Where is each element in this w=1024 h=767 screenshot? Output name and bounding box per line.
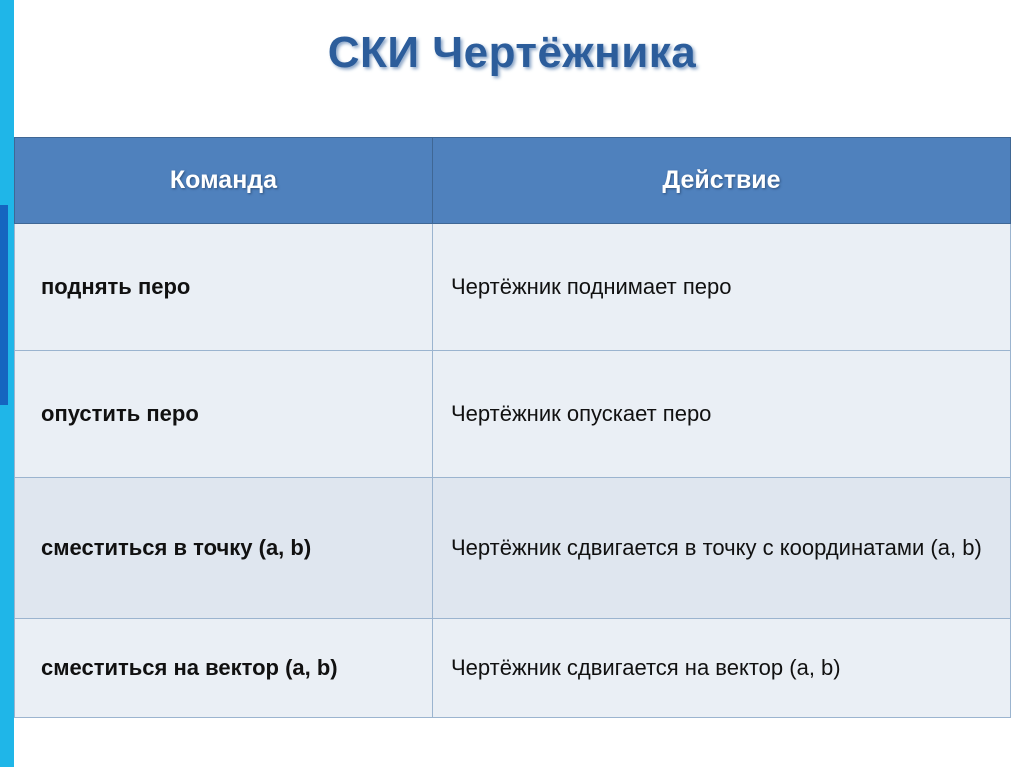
table-header-row: [15, 138, 1011, 224]
table-row: [15, 224, 1011, 351]
commands-table-container: [14, 137, 1010, 718]
table-row: [15, 619, 1011, 718]
cell-command: опустить перо: [15, 351, 433, 478]
cell-action: Чертёжник поднимает перо: [433, 224, 1011, 351]
cell-action: Чертёжник сдвигается на вектор (a, b): [433, 619, 1011, 718]
left-blue-accent-bar: [0, 205, 8, 405]
table-header: [15, 138, 1011, 224]
cell-action: Чертёжник сдвигается в точку с координатами (a, b): [433, 478, 1011, 619]
cell-command: поднять перо: [15, 224, 433, 351]
table-row: [15, 351, 1011, 478]
column-header-action: Действие: [433, 138, 1011, 224]
page-title: СКИ Чертёжника: [327, 28, 697, 77]
cell-command: сместиться на вектор (a, b): [15, 619, 433, 718]
column-header-command: Команда: [15, 138, 433, 224]
table-row: [15, 478, 1011, 619]
cell-command: сместиться в точку (a, b): [15, 478, 433, 619]
cell-action: Чертёжник опускает перо: [433, 351, 1011, 478]
commands-table: [14, 137, 1011, 718]
table-body: [15, 224, 1011, 718]
